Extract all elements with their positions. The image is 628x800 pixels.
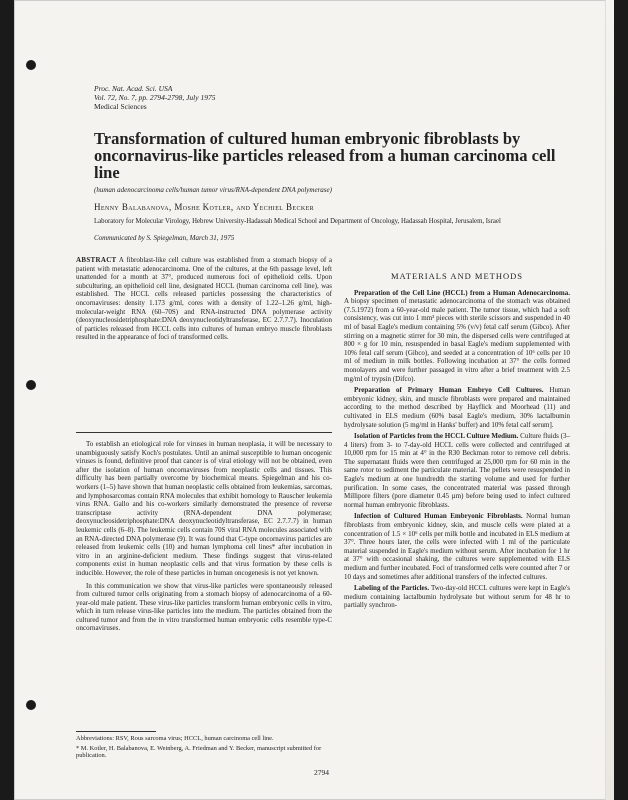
article-affiliation: Laboratory for Molecular Virology, Hebrew University-Hadassah Medical School and Department of Oncology, Hadassah Hospital, Jerusalem, Israel	[94, 218, 501, 225]
section-text: Two-day-old HCCL cultures were kept in Eagle's medium containing lactalbumin hydrolysate but without serum for 48 hr to partially synchron-	[344, 584, 571, 610]
article-keywords: (human adenocarcinoma cells/human tumor virus/RNA-dependent DNA polymerase)	[94, 186, 332, 194]
journal-header	[94, 84, 215, 111]
methods-section-1	[344, 289, 570, 384]
methods-section-5	[344, 584, 570, 610]
paper-page	[14, 0, 614, 800]
footnotes	[76, 735, 332, 762]
footnote-divider	[76, 731, 156, 732]
methods-section-4	[344, 512, 570, 581]
section-heading: Infection of Cultured Human Embryonic Fibroblasts.	[354, 512, 523, 521]
section-heading: Labeling of the Particles.	[354, 584, 430, 593]
article-title: Transformation of cultured human embryonic fibroblasts by oncornavirus-like particles released from a human carcinoma cell line	[94, 129, 556, 182]
section-text: Normal human fibroblasts from embryonic kidney, skin, and muscle cells were plated at a concentration of 1.5 × 10⁶ cells per milk bottle and incubated in ELS medium at 37°. Three hours later, the cells were infected with 1 ml of the particulate material suspended in Eagle's medium without serum. After incubation for 1 hr at 37° with occasional shaking, the cultures were supplemented with ELS medium and further incubated. Foci of transformed cells were counted after 7 or 10 days and sometimes after additional transfers of the infected cultures.	[344, 512, 571, 581]
methods-section-2	[344, 386, 570, 429]
methods-heading: MATERIALS AND METHODS	[391, 271, 523, 281]
footnote-abbreviations: Abbreviations: RSV, Rous sarcoma virus; HCCL, human carcinoma cell line.	[76, 735, 274, 742]
abstract-text: A fibroblast-like cell culture was established from a stomach biopsy of a patient with metastatic adenocarcinoma. One of the cultures, at the 6th passage level, left unattended for a month at 37°, produced numerous foci of epithelioid cells. Upon subculturing, an epithelioid cell line, designated HCCL (human carcinoma cell line), was established. The HCCL cells released particles possessing the characteristics of oncornaviruses: density 1.173 g/ml, cores with a density of 1.22–1.26 g/ml, high-molecular-weight RNA (60–70S) and RNA-instructed DNA polymerase activity (deoxynucleosidetriphosphate:DNA deoxynucleotidyltransferase, EC 2.7.7.7). Inoculation of particles released from HCCL cells into cultures of human embryo muscle fibroblasts resulted in the appearance of foci of transformed cells.	[76, 256, 332, 342]
section-text: A biopsy specimen of metastatic adenocarcinoma of the stomach was obtained (7.5.1972) from a 60-year-old male patient. The tumor tissue, which had a soft consistency, was cut into 1 mm³ pieces with sterile scissors and suspended in 40 ml of basal Eagle's medium containing 5% (v/v) fetal calf serum (Gibco). After stirring on a magnetic stirrer for 30 min, the dispersed cells were centrifuged at 800 × g for 10 min, resuspended in basal Eagle's medium supplemented with 10% fetal calf serum (Gibco), and seeded at a concentration of 10⁶ cells per 10 ml of medium in milk bottles. Following incubation at 37° the cells formed monolayers and were further passaged in vitro after a brief treatment with 2.5 mg/ml of trypsin (Difco).	[344, 297, 570, 383]
section-text: Human embryonic kidney, skin, and muscle fibroblasts were prepared and maintained according to the method described by Hayflick and Moorhead (11) and cultivated in ELS medium (60% basal Eagle's medium, 30% lactalbumin hydrolysate solution (5 mg/ml in Hanks' buffer) and 10% fetal calf serum].	[344, 386, 571, 429]
section-heading: Isolation of Particles from the HCCL Culture Medium.	[354, 432, 519, 441]
journal-name: Proc. Nat. Acad. Sci. USA	[94, 84, 173, 93]
divider	[76, 432, 332, 433]
section-heading: Preparation of Primary Human Embryo Cell Cultures.	[354, 386, 544, 395]
methods-column	[344, 264, 570, 613]
journal-section: Medical Sciences	[94, 102, 147, 111]
section-heading: Preparation of the Cell Line (HCCL) from a Human Adenocarcinoma.	[354, 288, 570, 297]
article-authors: Henny Balabanova, Moshe Kotler, and Yechiel Becker	[94, 202, 315, 212]
punch-hole	[26, 380, 36, 390]
intro-paragraph-1: To establish an etiological role for viruses in human neoplasia, it will be necessary to unambiguously satisfy Koch's postulates. Until an animal susceptible to human oncogenic viruses is found, definitive proof that cancer is of viral etiology will not be obtained, even after the isolation of human oncornaviruses from neoplastic cells and tissues. This difficulty has been partially overcome by biochemical means. Spiegelman and his co-workers (1–5) have shown that human neoplastic cells obtained from leukemias, sarcomas, and lymphosarcomas contain RNA molecules that exhibit homology to Rauscher leukemia virus RNA. Gallo and his co-workers similarly demonstrated the presence of reverse transcriptase activity (RNA-dependent DNA polymerase; deoxynucleosidetriphosphate:DNA deoxynucleotidyltransferase, EC 2.7.7.7) in human leukemic cells (6–8). The leukemic cells contain 70S viral RNA molecules associated with an RNA-directed DNA polymerase (9). It was found that C-type oncornavirus particles are released from leukemic cells (10) and human lymphoma cell lines* after incubation in vitro in an arginine-deficient medium. These findings suggest that virus-related components exist in human neoplastic cells and that virus formation by these cells is inducible. However, the role of these particles in human oncogenesis is not yet known.	[76, 440, 332, 577]
abstract	[76, 256, 332, 342]
intro-paragraph-2: In this communication we show that virus-like particles were spontaneously released from cultured tumor cells originating from a stomach biopsy of adenocarcinoma of a 60-year-old male patient. These virus-like particles transform human embryonic cells in vitro, which in turn release virus-like particles into the medium. The particles obtained from the cultured tumor and from the in vitro transformed human embryonic cells resemble type-C oncornaviruses.	[76, 581, 332, 633]
journal-volume: Vol. 72, No. 7, pp. 2794-2798, July 1975	[94, 93, 216, 102]
introduction	[76, 440, 332, 637]
abstract-label: ABSTRACT	[76, 256, 117, 264]
page-number: 2794	[314, 768, 329, 777]
footnote-star: * M. Kotler, H. Balabanova, E. Weinberg, A. Friedman and Y. Becker, manuscript submitted for publication.	[76, 744, 322, 760]
punch-hole	[26, 60, 36, 70]
page-edge	[605, 0, 614, 800]
communicated-by: Communicated by S. Spiegelman, March 31, 1975	[94, 234, 235, 242]
section-text: Culture fluids (3–4 liters) from 3- to 7-day-old HCCL cells were collected and centrifuged at 10,000 rpm for 15 min at 4° in the R30 Beckman rotor to remove cell debris. The supernatant fluids were then centrifuged at 25,000 rpm for 60 min in the same rotor to sediment the particulate material. The pellets were resuspended in Eagle's medium at one hundredth the starting volume and used for further purification. In some cases, the concentrated material was passed through Millipore filters (pore diameter 0.45 µm) before being used to infect cultured normal human embryonic fibroblasts.	[344, 432, 570, 509]
methods-section-3	[344, 432, 570, 509]
punch-hole	[26, 700, 36, 710]
